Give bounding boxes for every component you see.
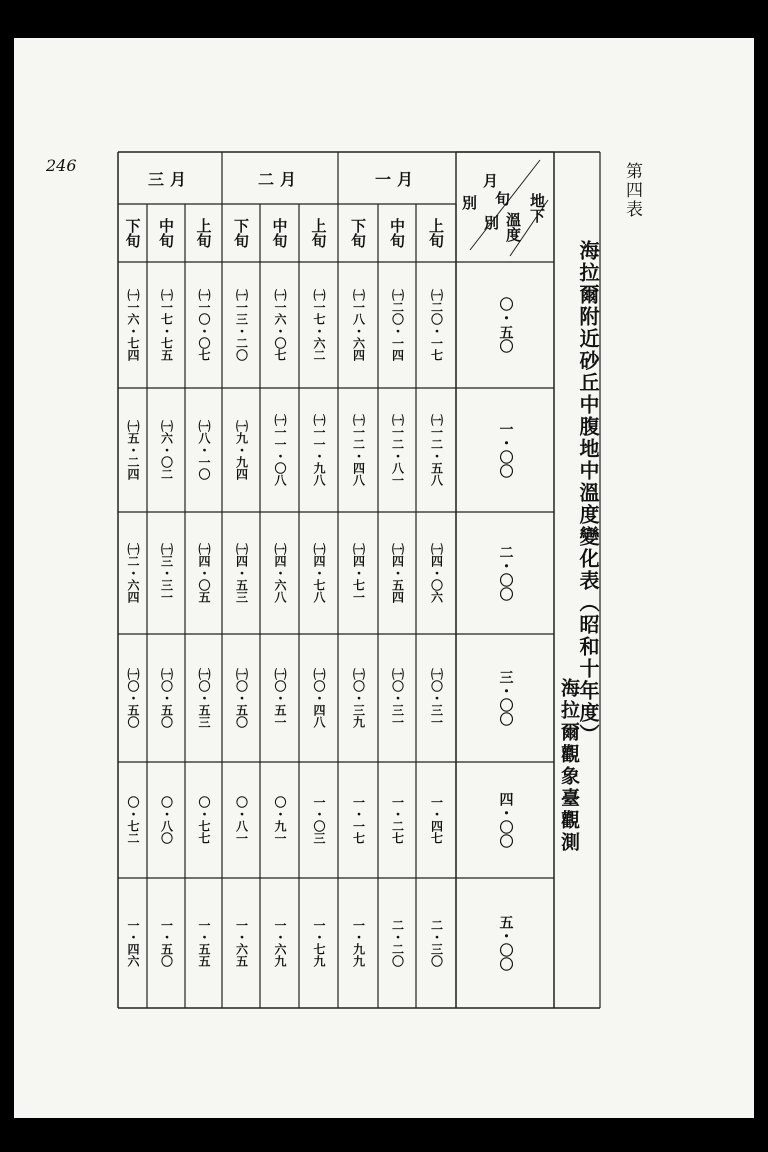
- table-cell: ㈠六・〇二: [159, 420, 174, 480]
- table-cell: ㈠一七・六二: [312, 289, 326, 361]
- table-number: 第四表: [622, 162, 642, 219]
- table-cell: 〇・七二: [126, 796, 140, 844]
- depth-label: 〇・五〇: [497, 297, 514, 353]
- table-cell: 一・六九: [273, 919, 287, 967]
- period-header: 下旬: [232, 218, 250, 248]
- table-cell: ㈠〇・三一: [390, 668, 405, 728]
- table-cell: ㈠〇・五〇: [159, 668, 174, 728]
- table-cell: ㈠〇・五一: [273, 668, 287, 728]
- table-cell: ㈠一六・七四: [126, 289, 140, 361]
- corner-depth-label: 溫度: [504, 212, 522, 242]
- table-cell: ㈠四・〇五: [197, 543, 211, 603]
- table-cell: ㈠〇・三一: [429, 668, 444, 728]
- depth-label: 四・〇〇: [497, 792, 514, 848]
- table-cell: ㈠一二・四八: [351, 414, 366, 486]
- period-header: 下旬: [349, 218, 367, 248]
- depth-label: 五・〇〇: [497, 915, 514, 971]
- corner-depth-label: 地下: [528, 193, 546, 223]
- table-cell: 一・六五: [234, 919, 249, 967]
- table-cell: ㈠〇・四八: [312, 668, 326, 728]
- table-cell: ㈠一〇・〇七: [197, 289, 211, 361]
- table-cell: ㈠〇・五〇: [126, 668, 140, 728]
- table-cell: ㈠四・五三: [234, 543, 249, 603]
- table-cell: ㈠一一・九八: [312, 414, 326, 486]
- table-cell: ㈠一三・二〇: [234, 289, 249, 361]
- table-cell: ㈠四・五四: [390, 543, 405, 603]
- depth-label: 二・〇〇: [497, 545, 514, 601]
- table-cell: 一・二七: [390, 796, 405, 844]
- table-cell: 〇・八一: [234, 796, 249, 844]
- table-cell: ㈠〇・五三: [197, 668, 211, 728]
- table-cell: ㈠一六・〇七: [273, 289, 287, 361]
- corner-label: 別: [482, 214, 500, 230]
- table-cell: 〇・九一: [273, 796, 287, 844]
- depth-label: 三・〇〇: [497, 670, 514, 726]
- depth-label: 一・〇〇: [497, 422, 514, 478]
- table-cell: ㈠四・七一: [351, 543, 366, 603]
- table-cell: ㈠一七・七五: [159, 289, 174, 361]
- table-cell: ㈠四・六八: [273, 543, 287, 603]
- table-cell: ㈠四・〇六: [429, 543, 444, 603]
- table-cell: 一・五五: [197, 919, 211, 967]
- table-cell: 一・四七: [429, 796, 444, 844]
- table-cell: ㈠一八・六四: [351, 289, 366, 361]
- table-cell: ㈠四・七八: [312, 543, 326, 603]
- table-cell: ㈠二・六四: [126, 543, 140, 603]
- month-header: 二月: [257, 169, 302, 189]
- table-cell: ㈠九・九四: [234, 420, 249, 480]
- table-cell: 一・〇三: [312, 796, 326, 844]
- table-cell: ㈠八・一〇: [197, 420, 211, 480]
- table-cell: ㈠五・二四: [126, 420, 140, 480]
- table-cell: ㈠一一・〇八: [273, 414, 287, 486]
- period-header: 中旬: [388, 218, 406, 248]
- table-cell: 一・五〇: [159, 919, 174, 967]
- table-cell: 一・七九: [312, 919, 326, 967]
- table-cell: ㈠一二・八一: [390, 414, 405, 486]
- month-header: 三月: [147, 169, 192, 189]
- observer-note: 海拉爾觀象臺觀測: [558, 678, 580, 854]
- period-header: 上旬: [309, 218, 328, 248]
- table-cell: 一・九九: [351, 919, 366, 967]
- period-header: 中旬: [270, 218, 289, 248]
- period-header: 下旬: [123, 218, 142, 248]
- table-cell: 〇・七七: [197, 796, 211, 844]
- period-header: 中旬: [157, 218, 175, 248]
- period-header: 上旬: [427, 218, 445, 248]
- table-cell: 〇・八〇: [159, 796, 174, 844]
- table-cell: 一・一七: [351, 796, 366, 844]
- corner-period-label: 旬: [493, 190, 511, 206]
- table-cell: ㈠〇・三九: [351, 668, 366, 728]
- month-header: 一月: [374, 169, 419, 189]
- table-cell: ㈠一二・五八: [429, 414, 444, 486]
- corner-label: 別: [460, 194, 478, 210]
- table-cell: 二・二〇: [390, 919, 405, 967]
- page-mark: 246: [46, 156, 77, 175]
- period-header: 上旬: [194, 218, 213, 248]
- table-cell: 一・四六: [126, 919, 140, 967]
- table-title: 海拉爾附近砂丘中腹地中溫度變化表（昭和十年度）: [576, 240, 600, 746]
- corner-month-label: 月: [481, 172, 499, 188]
- table-cell: ㈠〇・五〇: [234, 668, 249, 728]
- table-cell: 二・三〇: [429, 919, 444, 967]
- table-cell: ㈠二〇・一四: [390, 289, 405, 361]
- table-cell: ㈠二〇・一七: [429, 289, 444, 361]
- table-cell: ㈠三・三一: [159, 543, 174, 603]
